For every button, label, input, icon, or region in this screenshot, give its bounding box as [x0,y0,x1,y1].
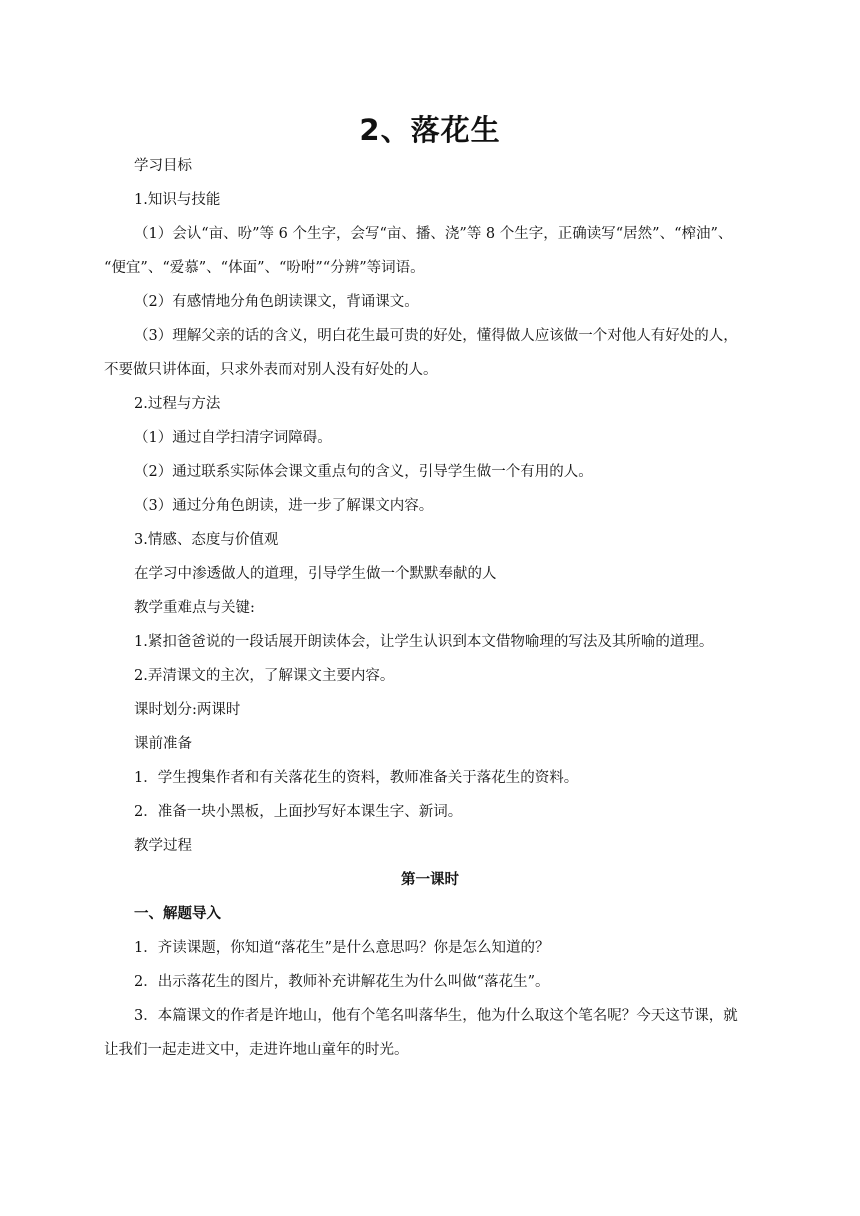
text-line: （1）通过自学扫清字词障碍。 [134,430,332,446]
subsection-heading: 一、解题导入 [134,906,221,922]
text-line: （2）有感情地分角色朗读课文，背诵课文。 [134,294,419,310]
text-line: 2.过程与方法 [134,396,221,412]
text-line: 在学习中渗透做人的道理，引导学生做一个默默奉献的人 [134,566,497,582]
text-line: 1.知识与技能 [134,192,221,208]
text-line: 3．本篇课文的作者是许地山，他有个笔名叫落华生，他为什么取这个笔名呢？今天这节课，就 [134,1008,738,1024]
text-line: “便宜”、“爱慕”、“体面”、“吩咐”“分辨”等词语。 [104,260,425,276]
text-line: （1）会认“亩、吩”等 6 个生字，会写“亩、播、浇”等 8 个生字，正确读写“居然”、“榨油”、 [134,226,733,242]
text-line: 不要做只讲体面，只求外表而对别人没有好处的人。 [104,362,438,378]
lesson-title: 2、落花生 [359,113,501,147]
text-line: 1．学生搜集作者和有关落花生的资料，教师准备关于落花生的资料。 [134,770,579,786]
text-line: 教学过程 [134,838,192,854]
section-heading: 第一课时 [401,872,459,888]
text-line: 3.情感、态度与价值观 [134,532,279,548]
text-line: 让我们一起走进文中，走进许地山童年的时光。 [104,1042,409,1058]
text-line: （3）理解父亲的话的含义，明白花生最可贵的好处，懂得做人应该做一个对他人有好处的人， [134,328,738,344]
text-line: 课时划分:两课时 [134,702,241,718]
text-line: 2.弄清课文的主次，了解课文主要内容。 [134,668,395,684]
text-line: 2．出示落花生的图片，教师补充讲解花生为什么叫做“落花生”。 [134,974,550,990]
text-line: 1.紧扣爸爸说的一段话展开朗读体会，让学生认识到本文借物喻理的写法及其所喻的道理。 [134,634,714,650]
text-line: 教学重难点与关键: [134,600,255,616]
text-line: （2）通过联系实际体会课文重点句的含义，引导学生做一个有用的人。 [134,464,593,480]
text-line: 课前准备 [134,736,192,752]
text-line: 1．齐读课题，你知道“落花生”是什么意思吗？你是怎么知道的？ [134,940,550,956]
text-line: 2．准备一块小黑板，上面抄写好本课生字、新词。 [134,804,463,820]
text-line: （3）通过分角色朗读，进一步了解课文内容。 [134,498,434,514]
text-line: 学习目标 [134,158,192,174]
